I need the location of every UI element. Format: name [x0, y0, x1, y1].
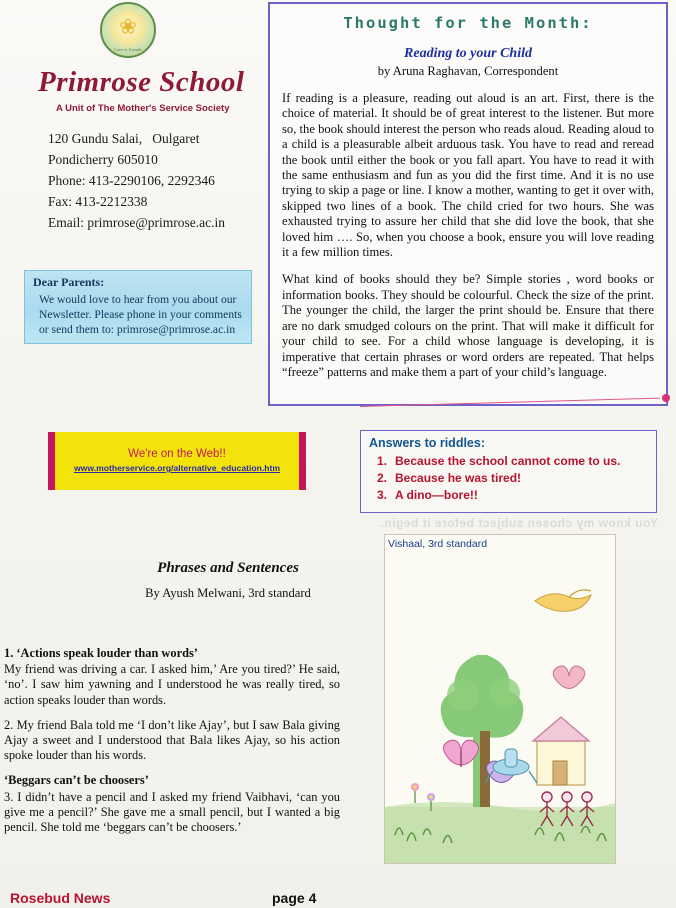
article-title: Reading to your Child — [404, 46, 532, 61]
website-url[interactable]: www.motherservice.org/alternative_education.htm — [74, 463, 280, 473]
flower-icon: ❀ — [119, 14, 137, 39]
thought-for-the-month-box — [268, 2, 668, 406]
riddle-answers-title: Answers to riddles: — [369, 436, 485, 450]
article-author: by Aruna Raghavan, Correspondent — [377, 64, 559, 78]
riddle-number: 2. — [377, 471, 388, 485]
phrase-item-text: My friend was driving a car. I asked him,’ Are you tired?’ He said, ‘no’. I saw him yawning and I understood he was really tired, so action speaks louder than words. — [4, 662, 340, 707]
phrases-section-title: Phrases and Sentences — [157, 560, 299, 576]
phrase-item-text: 2. My friend Bala told me ‘I don’t like Ajay’, but I saw Bala giving Ajay a sweet and I understood that Bala likes Ajay, so his action spoke louder than his words. — [4, 717, 340, 763]
thought-heading: Thought for the Month: — [343, 14, 593, 32]
address-line-1: 120 Gundu Salai, Oulgaret — [48, 131, 200, 146]
phrases-section-author: By Ayush Melwani, 3rd standard — [145, 586, 311, 600]
dear-parents-text: We would love to hear from you about our Newsletter. Please phone in your comments or send them to: primrose@primrose.ac.in — [39, 293, 242, 336]
decorative-dot — [662, 394, 670, 402]
logo-circle — [100, 2, 156, 58]
drawing-artwork — [385, 535, 615, 863]
footer-newsletter-name: Rosebud News — [10, 890, 111, 906]
riddle-answer-row — [369, 487, 648, 504]
riddle-text: Because the school cannot come to us. — [395, 454, 621, 468]
logo-motto: Love to Growth — [114, 48, 142, 52]
bleed-text-line1: You know my chosen subject before it begin. — [380, 516, 658, 530]
school-address — [48, 128, 225, 233]
riddle-number: 3. — [377, 488, 388, 502]
riddle-number: 1. — [377, 454, 388, 468]
address-line-3: Phone: 413-2290106, 2292346 — [48, 173, 215, 188]
school-name: Primrose School — [38, 66, 245, 98]
dear-parents-title: Dear Parents: — [33, 275, 105, 289]
phrase-item-heading: ‘Beggars can’t be choosers’ — [4, 773, 149, 788]
phrases-section-body — [4, 646, 340, 845]
phrase-item — [4, 646, 340, 708]
website-banner-headline: We're on the Web!! — [128, 448, 226, 460]
article-paragraph: If reading is a pleasure, reading out aloud is an art. First, there is the choice of material. It should be of great interest to the listener. But more so, the book should interest the person who reads aloud. Reading aloud to a child is a pleasurable albeit arduous task. You have to read and reread the book until either the book or you fall apart. You have to read it with the same enthusiasm and fun as you did the first time. And it is no use trying to skip a page or line. I know a mother, wanting to get it over with, skipped two lines of a book. The child cried for two hours. She was exhausted trying to assure her child that she did love the book, that she loved him …. So, when you choose a book, ensure you will love reading it a few million times. — [282, 91, 654, 260]
address-line-2: Pondicherry 605010 — [48, 152, 158, 167]
riddle-text: A dino—bore!! — [395, 488, 478, 502]
article-paragraph: What kind of books should they be? Simple stories , word books or information books. They should be colourful. Check the size of the print. The younger the child, the larger the print should be. Ensure that there are no dark smudged colours on the print. That will make it difficult for your child to see. For a child whose language is developing, it is imperative that certain phrases or word orders are repeated. That helps “freeze” patterns and make them a part of your child’s language. — [282, 272, 654, 379]
riddle-answer-row — [369, 470, 648, 487]
footer-page-number: page 4 — [272, 890, 317, 906]
student-drawing — [384, 534, 616, 864]
phrase-item — [4, 773, 340, 835]
school-logo — [92, 2, 164, 62]
drawing-caption: Vishaal, 3rd standard — [388, 538, 488, 550]
school-subtitle: A Unit of The Mother's Service Society — [56, 103, 230, 114]
website-banner — [48, 432, 306, 490]
phrase-item — [4, 718, 340, 764]
phrase-item-text: 3. I didn’t have a pencil and I asked my friend Vaibhavi, ‘can you give me a pencil?’ She gave me a small pencil, but I wanted a big pencil. She told me ‘beggars can’t be choosers.’ — [4, 789, 340, 835]
address-line-5: Email: primrose@primrose.ac.in — [48, 215, 226, 230]
address-line-4: Fax: 413-2212338 — [48, 194, 148, 209]
riddle-answers-box — [360, 430, 657, 513]
dear-parents-box — [24, 270, 252, 344]
phrase-item-heading: 1. ‘Actions speak louder than words’ — [4, 646, 198, 660]
riddle-answer-row — [369, 453, 648, 470]
riddle-text: Because he was tired! — [395, 471, 522, 485]
